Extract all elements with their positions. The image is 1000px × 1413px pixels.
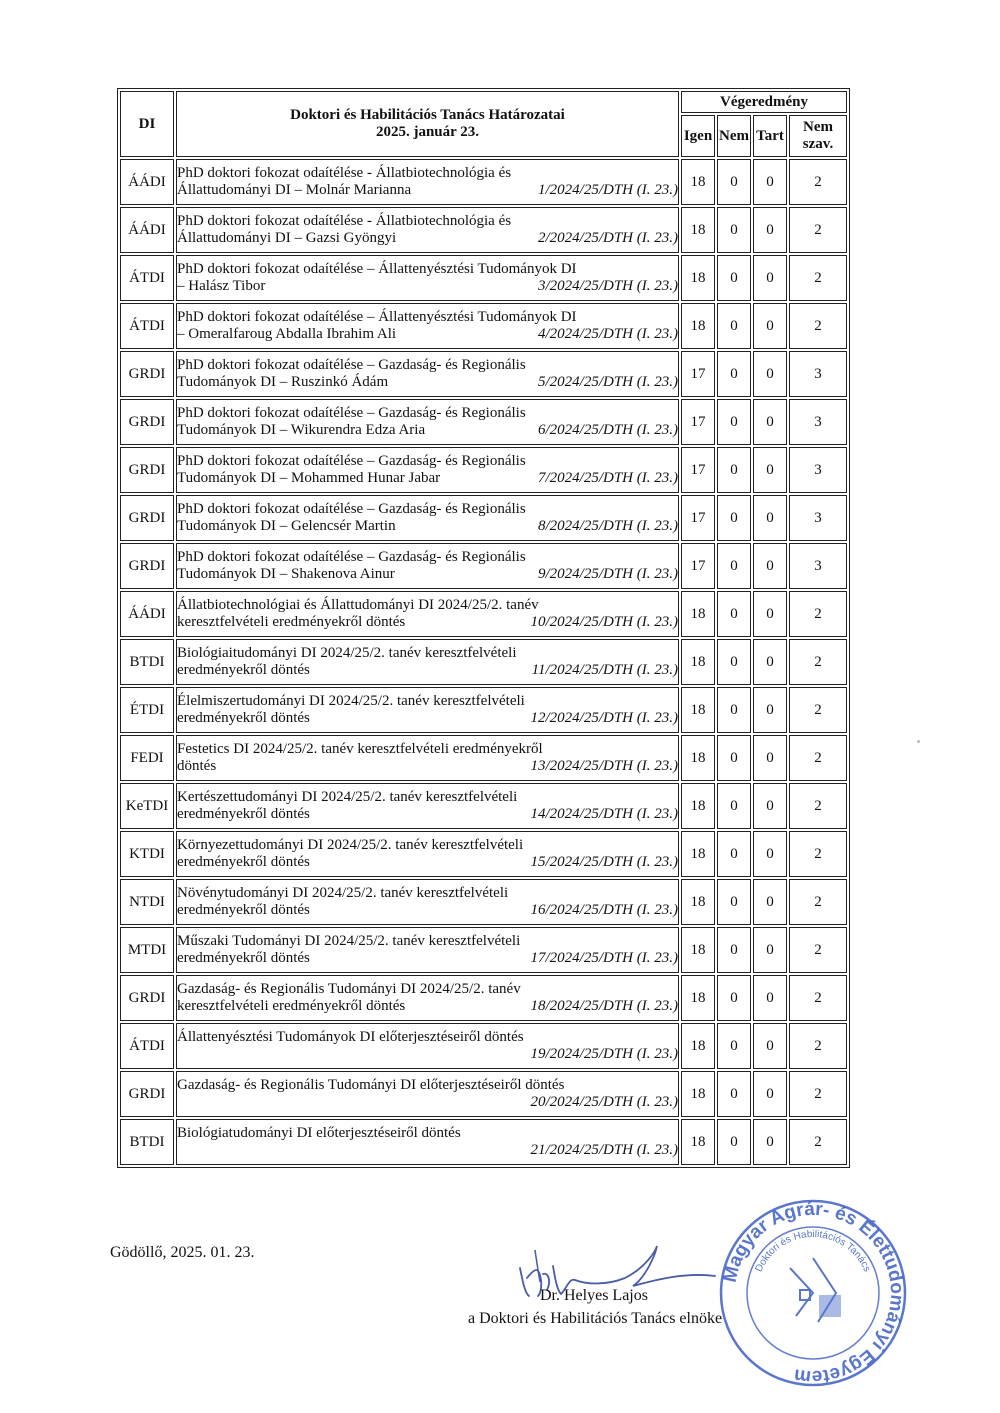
description-line2-text: Tudományok DI – Ruszinkó Ádám (177, 374, 389, 390)
resolution-description (176, 927, 679, 973)
vote-abstain: 0 (753, 1071, 787, 1117)
description-line2-text: döntés (177, 758, 217, 774)
vote-not-voting: 2 (789, 159, 847, 205)
vote-abstain: 0 (753, 783, 787, 829)
description-line1: Műszaki Tudományi DI 2024/25/2. tanév keresztfelvételi (177, 933, 521, 949)
vote-abstain: 0 (753, 159, 787, 205)
vote-not-voting: 2 (789, 255, 847, 301)
vote-not-voting: 3 (789, 399, 847, 445)
vote-not-voting: 2 (789, 879, 847, 925)
description-line1: Állatbiotechnológiai és Állattudományi DI 2024/25/2. tanév (177, 597, 539, 613)
resolution-reference: 2/2024/25/DTH (I. 23.) (538, 230, 678, 246)
description-line2 (177, 998, 678, 1015)
vote-not-voting: 2 (789, 687, 847, 733)
vote-not-voting: 2 (789, 831, 847, 877)
table-row (120, 159, 847, 205)
di-code: GRDI (120, 351, 174, 397)
stamp-outer-text: Magyar Agrár- és Élettudományi Egyetem (719, 1198, 908, 1388)
vote-no: 0 (717, 831, 751, 877)
header-nem-szav-line1: Nem (803, 119, 833, 135)
resolution-reference: 5/2024/25/DTH (I. 23.) (538, 374, 678, 390)
resolution-reference: 9/2024/25/DTH (I. 23.) (538, 566, 678, 582)
resolution-reference: 13/2024/25/DTH (I. 23.) (530, 758, 678, 774)
resolution-reference: 16/2024/25/DTH (I. 23.) (530, 902, 678, 918)
header-igen: Igen (681, 115, 715, 157)
vote-yes: 18 (681, 831, 715, 877)
vote-yes: 18 (681, 1023, 715, 1069)
table-row (120, 543, 847, 589)
di-code: KTDI (120, 831, 174, 877)
table-title (176, 91, 679, 157)
table-row (120, 399, 847, 445)
description-line1: PhD doktori fokozat odaítélése – Gazdaság- és Regionális (177, 405, 526, 421)
vote-not-voting: 3 (789, 447, 847, 493)
di-code: GRDI (120, 399, 174, 445)
resolution-description (176, 351, 679, 397)
di-code: GRDI (120, 495, 174, 541)
vote-no: 0 (717, 447, 751, 493)
stamp-emblem (790, 1258, 840, 1322)
vote-yes: 18 (681, 639, 715, 685)
vote-yes: 17 (681, 399, 715, 445)
description-line2-text: eredményekről döntés (177, 806, 310, 822)
vote-no: 0 (717, 1071, 751, 1117)
description-line2 (177, 326, 678, 343)
vote-yes: 17 (681, 447, 715, 493)
vote-abstain: 0 (753, 687, 787, 733)
header-nem: Nem (717, 115, 751, 157)
description-line2 (177, 1046, 678, 1063)
table-row (120, 207, 847, 253)
resolution-reference: 20/2024/25/DTH (I. 23.) (530, 1094, 678, 1110)
vote-not-voting: 2 (789, 1023, 847, 1069)
description-line1: PhD doktori fokozat odaítélése - Állatbiotechnológia és (177, 213, 512, 229)
table-body (120, 159, 847, 1165)
description-line2-text: keresztfelvételi eredményekről döntés (177, 998, 406, 1014)
resolution-reference: 8/2024/25/DTH (I. 23.) (538, 518, 678, 534)
description-line1: PhD doktori fokozat odaítélése – Gazdaság- és Regionális (177, 501, 526, 517)
vote-yes: 17 (681, 495, 715, 541)
description-line2 (177, 854, 678, 871)
description-line1: Festetics DI 2024/25/2. tanév keresztfelvételi eredményekről (177, 741, 543, 757)
di-code: KeTDI (120, 783, 174, 829)
description-line1: Biológiatudományi DI előterjesztéseiről döntés (177, 1125, 461, 1141)
resolution-reference: 4/2024/25/DTH (I. 23.) (538, 326, 678, 342)
vote-no: 0 (717, 159, 751, 205)
description-line1: PhD doktori fokozat odaítélése – Gazdaság- és Regionális (177, 549, 526, 565)
resolution-reference: 14/2024/25/DTH (I. 23.) (530, 806, 678, 822)
table-row (120, 303, 847, 349)
vote-abstain: 0 (753, 303, 787, 349)
table-row (120, 927, 847, 973)
vote-no: 0 (717, 591, 751, 637)
description-line2-text: eredményekről döntés (177, 854, 310, 870)
vote-abstain: 0 (753, 351, 787, 397)
vote-no: 0 (717, 783, 751, 829)
description-line2 (177, 806, 678, 823)
vote-no: 0 (717, 1023, 751, 1069)
vote-abstain: 0 (753, 1119, 787, 1165)
vote-abstain: 0 (753, 1023, 787, 1069)
resolution-reference: 15/2024/25/DTH (I. 23.) (530, 854, 678, 870)
resolution-description (176, 255, 679, 301)
svg-text:Doktori és Habilitációs Tanács (754, 1229, 873, 1274)
description-line2 (177, 182, 678, 199)
vote-no: 0 (717, 639, 751, 685)
resolution-description (176, 1023, 679, 1069)
resolution-description (176, 783, 679, 829)
description-line1: PhD doktori fokozat odaítélése – Állattenyésztési Tudományok DI (177, 261, 577, 277)
vote-not-voting: 2 (789, 783, 847, 829)
description-line2 (177, 422, 678, 439)
resolution-description (176, 543, 679, 589)
header-nem-szav-line2: szav. (802, 136, 834, 152)
resolution-description (176, 447, 679, 493)
university-stamp (718, 1198, 908, 1388)
resolution-reference: 1/2024/25/DTH (I. 23.) (538, 182, 678, 198)
resolution-reference: 19/2024/25/DTH (I. 23.) (530, 1046, 678, 1062)
vote-abstain: 0 (753, 495, 787, 541)
description-line1: Növénytudományi DI 2024/25/2. tanév keresztfelvételi (177, 885, 509, 901)
description-line2-text: keresztfelvételi eredményekről döntés (177, 614, 406, 630)
vote-yes: 17 (681, 543, 715, 589)
resolution-description (176, 303, 679, 349)
vote-yes: 18 (681, 783, 715, 829)
di-code: NTDI (120, 879, 174, 925)
description-line2-text: eredményekről döntés (177, 710, 310, 726)
description-line2 (177, 470, 678, 487)
header-nem-szav (789, 115, 847, 157)
vote-no: 0 (717, 879, 751, 925)
table-row (120, 351, 847, 397)
table-row (120, 735, 847, 781)
resolution-description (176, 975, 679, 1021)
table-row (120, 1071, 847, 1117)
vote-abstain: 0 (753, 255, 787, 301)
di-code: GRDI (120, 1071, 174, 1117)
di-code: ÁTDI (120, 1023, 174, 1069)
description-line2 (177, 374, 678, 391)
resolution-description (176, 639, 679, 685)
vote-abstain: 0 (753, 639, 787, 685)
di-code: BTDI (120, 639, 174, 685)
vote-not-voting: 3 (789, 351, 847, 397)
description-line2-text: Állattudományi DI – Gazsi Gyöngyi (177, 230, 397, 246)
description-line2-text: Tudományok DI – Gelencsér Martin (177, 518, 396, 534)
header-di: DI (120, 91, 174, 157)
vote-no: 0 (717, 399, 751, 445)
vote-not-voting: 2 (789, 927, 847, 973)
resolution-description (176, 735, 679, 781)
description-line2 (177, 902, 678, 919)
table-row (120, 831, 847, 877)
resolution-reference: 12/2024/25/DTH (I. 23.) (530, 710, 678, 726)
vote-no: 0 (717, 207, 751, 253)
vote-abstain: 0 (753, 447, 787, 493)
resolution-reference: 10/2024/25/DTH (I. 23.) (530, 614, 678, 630)
vote-no: 0 (717, 495, 751, 541)
description-line2-text: Állattudományi DI – Molnár Marianna (177, 182, 412, 198)
header-tart: Tart (753, 115, 787, 157)
vote-no: 0 (717, 543, 751, 589)
resolution-reference: 11/2024/25/DTH (I. 23.) (531, 662, 678, 678)
description-line1: PhD doktori fokozat odaítélése - Állatbiotechnológia és (177, 165, 512, 181)
description-line1: Környezettudományi DI 2024/25/2. tanév keresztfelvételi (177, 837, 524, 853)
vote-yes: 18 (681, 879, 715, 925)
table-row (120, 1023, 847, 1069)
table-row (120, 591, 847, 637)
resolution-description (176, 687, 679, 733)
di-code: GRDI (120, 543, 174, 589)
vote-yes: 18 (681, 687, 715, 733)
table-row (120, 1119, 847, 1165)
vote-yes: 18 (681, 1119, 715, 1165)
vote-no: 0 (717, 975, 751, 1021)
di-code: MTDI (120, 927, 174, 973)
vote-abstain: 0 (753, 207, 787, 253)
table-row (120, 639, 847, 685)
di-code: GRDI (120, 447, 174, 493)
description-line1: Biológiaitudományi DI 2024/25/2. tanév keresztfelvételi (177, 645, 517, 661)
vote-no: 0 (717, 687, 751, 733)
table-row (120, 783, 847, 829)
vote-abstain: 0 (753, 591, 787, 637)
vote-no: 0 (717, 303, 751, 349)
table-row (120, 447, 847, 493)
vote-yes: 18 (681, 927, 715, 973)
resolution-reference: 18/2024/25/DTH (I. 23.) (530, 998, 678, 1014)
description-line2-text: Tudományok DI – Mohammed Hunar Jabar (177, 470, 441, 486)
vote-not-voting: 2 (789, 1071, 847, 1117)
vote-not-voting: 2 (789, 591, 847, 637)
description-line1: Gazdaság- és Regionális Tudományi DI 2024/25/2. tanév (177, 981, 521, 997)
vote-yes: 18 (681, 1071, 715, 1117)
vote-yes: 18 (681, 303, 715, 349)
table-row (120, 255, 847, 301)
di-code: ÉTDI (120, 687, 174, 733)
place-date: Gödöllő, 2025. 01. 23. (110, 1244, 255, 1261)
vote-abstain: 0 (753, 831, 787, 877)
resolution-description (176, 1119, 679, 1165)
description-line2-text: eredményekről döntés (177, 902, 310, 918)
description-line2-text: Tudományok DI – Shakenova Ainur (177, 566, 395, 582)
table-row (120, 975, 847, 1021)
vote-no: 0 (717, 255, 751, 301)
resolutions-table (117, 88, 850, 1168)
description-line1: Kertészettudományi DI 2024/25/2. tanév keresztfelvételi (177, 789, 518, 805)
vote-not-voting: 2 (789, 735, 847, 781)
resolution-description (176, 495, 679, 541)
description-line2 (177, 518, 678, 535)
resolution-description (176, 591, 679, 637)
table-row (120, 879, 847, 925)
description-line2 (177, 710, 678, 727)
vote-not-voting: 2 (789, 207, 847, 253)
description-line2 (177, 662, 678, 679)
description-line1: PhD doktori fokozat odaítélése – Gazdaság- és Regionális (177, 453, 526, 469)
vote-yes: 18 (681, 975, 715, 1021)
vote-yes: 18 (681, 735, 715, 781)
description-line2-text: eredményekről döntés (177, 950, 310, 966)
description-line2 (177, 758, 678, 775)
vote-not-voting: 2 (789, 303, 847, 349)
vote-no: 0 (717, 351, 751, 397)
vote-abstain: 0 (753, 543, 787, 589)
stamp-inner-text: Doktori és Habilitációs Tanács (753, 1228, 873, 1274)
resolution-reference: 3/2024/25/DTH (I. 23.) (538, 278, 678, 294)
description-line2-text: Tudományok DI – Wikurendra Edza Aria (177, 422, 426, 438)
vote-yes: 18 (681, 591, 715, 637)
di-code: GRDI (120, 975, 174, 1021)
resolution-reference: 17/2024/25/DTH (I. 23.) (530, 950, 678, 966)
description-line2-text: – Halász Tibor (177, 278, 266, 294)
resolution-description (176, 1071, 679, 1117)
description-line2 (177, 1094, 678, 1111)
vote-abstain: 0 (753, 399, 787, 445)
scan-speck (917, 740, 920, 743)
description-line2 (177, 566, 678, 583)
resolution-description (176, 399, 679, 445)
description-line2 (177, 950, 678, 967)
di-code: ÁÁDI (120, 591, 174, 637)
vote-yes: 18 (681, 207, 715, 253)
table-title-line1: Doktori és Habilitációs Tanács Határozatai (290, 107, 565, 123)
vote-yes: 18 (681, 159, 715, 205)
vote-yes: 17 (681, 351, 715, 397)
vote-not-voting: 3 (789, 495, 847, 541)
description-line2 (177, 1142, 678, 1159)
description-line2 (177, 614, 678, 631)
table-row (120, 495, 847, 541)
description-line1: PhD doktori fokozat odaítélése – Állattenyésztési Tudományok DI (177, 309, 577, 325)
vote-not-voting: 3 (789, 543, 847, 589)
vote-yes: 18 (681, 255, 715, 301)
di-code: ÁÁDI (120, 159, 174, 205)
vote-abstain: 0 (753, 879, 787, 925)
di-code: ÁTDI (120, 255, 174, 301)
resolution-reference: 21/2024/25/DTH (I. 23.) (530, 1142, 678, 1158)
table-title-line2: 2025. január 23. (375, 124, 480, 140)
vote-not-voting: 2 (789, 639, 847, 685)
description-line2-text: – Omeralfaroug Abdalla Ibrahim Ali (177, 326, 397, 342)
description-line1: Élelmiszertudományi DI 2024/25/2. tanév keresztfelvételi (177, 693, 525, 709)
vote-abstain: 0 (753, 975, 787, 1021)
resolution-description (176, 879, 679, 925)
resolution-description (176, 159, 679, 205)
vote-no: 0 (717, 735, 751, 781)
vote-abstain: 0 (753, 927, 787, 973)
header-vegeredmeny: Végeredmény (681, 91, 847, 113)
description-line1: PhD doktori fokozat odaítélése – Gazdaság- és Regionális (177, 357, 526, 373)
resolution-description (176, 207, 679, 253)
signer-role: a Doktori és Habilitációs Tanács elnöke (468, 1310, 723, 1327)
description-line2-text: eredményekről döntés (177, 662, 310, 678)
di-code: ÁTDI (120, 303, 174, 349)
di-code: ÁÁDI (120, 207, 174, 253)
resolution-description (176, 831, 679, 877)
resolution-reference: 6/2024/25/DTH (I. 23.) (538, 422, 678, 438)
vote-not-voting: 2 (789, 975, 847, 1021)
vote-no: 0 (717, 927, 751, 973)
signer-name: Dr. Helyes Lajos (540, 1287, 648, 1304)
description-line1: Állattenyésztési Tudományok DI előterjesztéseiről döntés (177, 1029, 524, 1045)
table-row (120, 687, 847, 733)
description-line2 (177, 230, 678, 247)
resolution-reference: 7/2024/25/DTH (I. 23.) (538, 470, 678, 486)
description-line2 (177, 278, 678, 295)
vote-no: 0 (717, 1119, 751, 1165)
vote-abstain: 0 (753, 735, 787, 781)
vote-not-voting: 2 (789, 1119, 847, 1165)
di-code: BTDI (120, 1119, 174, 1165)
di-code: FEDI (120, 735, 174, 781)
description-line1: Gazdaság- és Regionális Tudományi DI előterjesztéseiről döntés (177, 1077, 565, 1093)
